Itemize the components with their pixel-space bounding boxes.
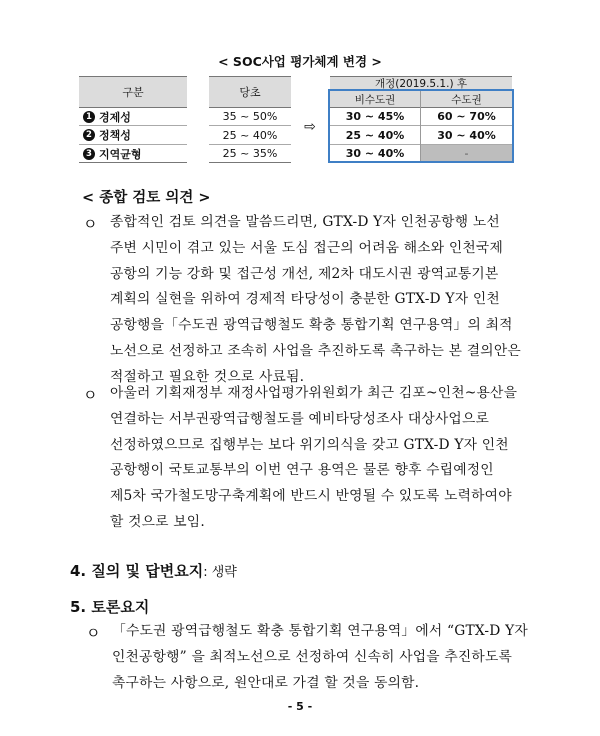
bullet-icon: ㅇ bbox=[83, 215, 98, 233]
number-badge: 3 bbox=[83, 148, 95, 160]
page-number: - 5 - bbox=[287, 700, 313, 713]
bullet-icon: ㅇ bbox=[83, 386, 98, 404]
non-capital-economy: 30 ~ 45% bbox=[345, 110, 405, 123]
original-policy: 25 ~ 40% bbox=[222, 128, 278, 142]
row-label-regional: 3 지역균형 bbox=[79, 145, 187, 162]
review-paragraph-2: 아울러 기획재정부 재정사업평가위원회가 최근 김포~인천~용산을 연결하는 서부권광역급행철도를 예비타당성조사 대상사업으로 선정하였으므로 집행부는 보다 위기의식을 갖고 GTX-D Y자 인천 공항행이 국토교통부의 이번 연구 용역은 물론 향후 수립예정인 제5차 국가철도망구축계획에 반드시 반영될 수 있도록 노력하여야 할 것으로 보임. bbox=[110, 385, 518, 530]
number-badge: 2 bbox=[83, 129, 95, 141]
highlight-box bbox=[328, 89, 514, 163]
header-category: 구분 bbox=[79, 76, 187, 107]
original-regional: 25 ~ 35% bbox=[222, 147, 278, 160]
table-title: < SOC사업 평가체계 변경 > bbox=[218, 54, 382, 69]
section-5-paragraph: 「수도권 광역급행철도 확충 통합기획 연구용역」에서 “GTX-D Y자 인천공항행” 을 최적노선으로 선정하여 신속히 사업을 추진하도록 촉구하는 사항으로, 원안대로 가결 할 것을 동의함. bbox=[112, 623, 528, 691]
bullet-icon: ㅇ bbox=[86, 624, 101, 642]
capital-regional: - bbox=[421, 145, 512, 162]
section-4-note: : 생략 bbox=[203, 565, 237, 580]
section-4 bbox=[70, 560, 237, 581]
review-paragraph-1: 종합적인 검토 의견을 말씀드리면, GTX-D Y자 인천공항행 노선 주변 시민이 겪고 있는 서울 도심 접근의 어려움 해소와 인천국제 공항의 기능 강화 및 접근성 개선, 제2차 대도시권 광역교통기본 계획의 실현을 위하여 경제적 타당성이 충분한 GTX-D Y자 인천 공항행을「수도권 광역급행철도 확충 통합기획 연구용역」의 최적 노선으로 선정하고 조속히 사업을 추진하도록 촉구하는 본 결의안은 적절하고 필요한 것으로 사료됨. bbox=[110, 214, 521, 385]
review-heading: < 종합 검토 의견 > bbox=[82, 190, 211, 206]
capital-policy: 30 ~ 40% bbox=[437, 128, 496, 142]
row-label-economy: 1 경제성 bbox=[79, 108, 187, 125]
section-5-heading: 5. 토론요지 bbox=[70, 598, 150, 616]
non-capital-regional: 30 ~ 40% bbox=[345, 147, 405, 160]
row-label-policy: 2 정책성 bbox=[79, 126, 187, 144]
header-non-capital: 비수도권 bbox=[330, 91, 420, 107]
capital-economy: 60 ~ 70% bbox=[437, 110, 496, 123]
header-capital: 수도권 bbox=[421, 91, 512, 107]
section-4-heading: 4. 질의 및 답변요지 bbox=[70, 562, 204, 580]
header-original: 당초 bbox=[209, 76, 291, 107]
original-economy: 35 ~ 50% bbox=[222, 110, 278, 123]
number-badge: 1 bbox=[83, 111, 95, 123]
header-changed: 개정(2019.5.1.) 후 bbox=[330, 76, 512, 90]
non-capital-policy: 25 ~ 40% bbox=[345, 128, 405, 142]
arrow-icon: ⇨ bbox=[304, 119, 316, 135]
